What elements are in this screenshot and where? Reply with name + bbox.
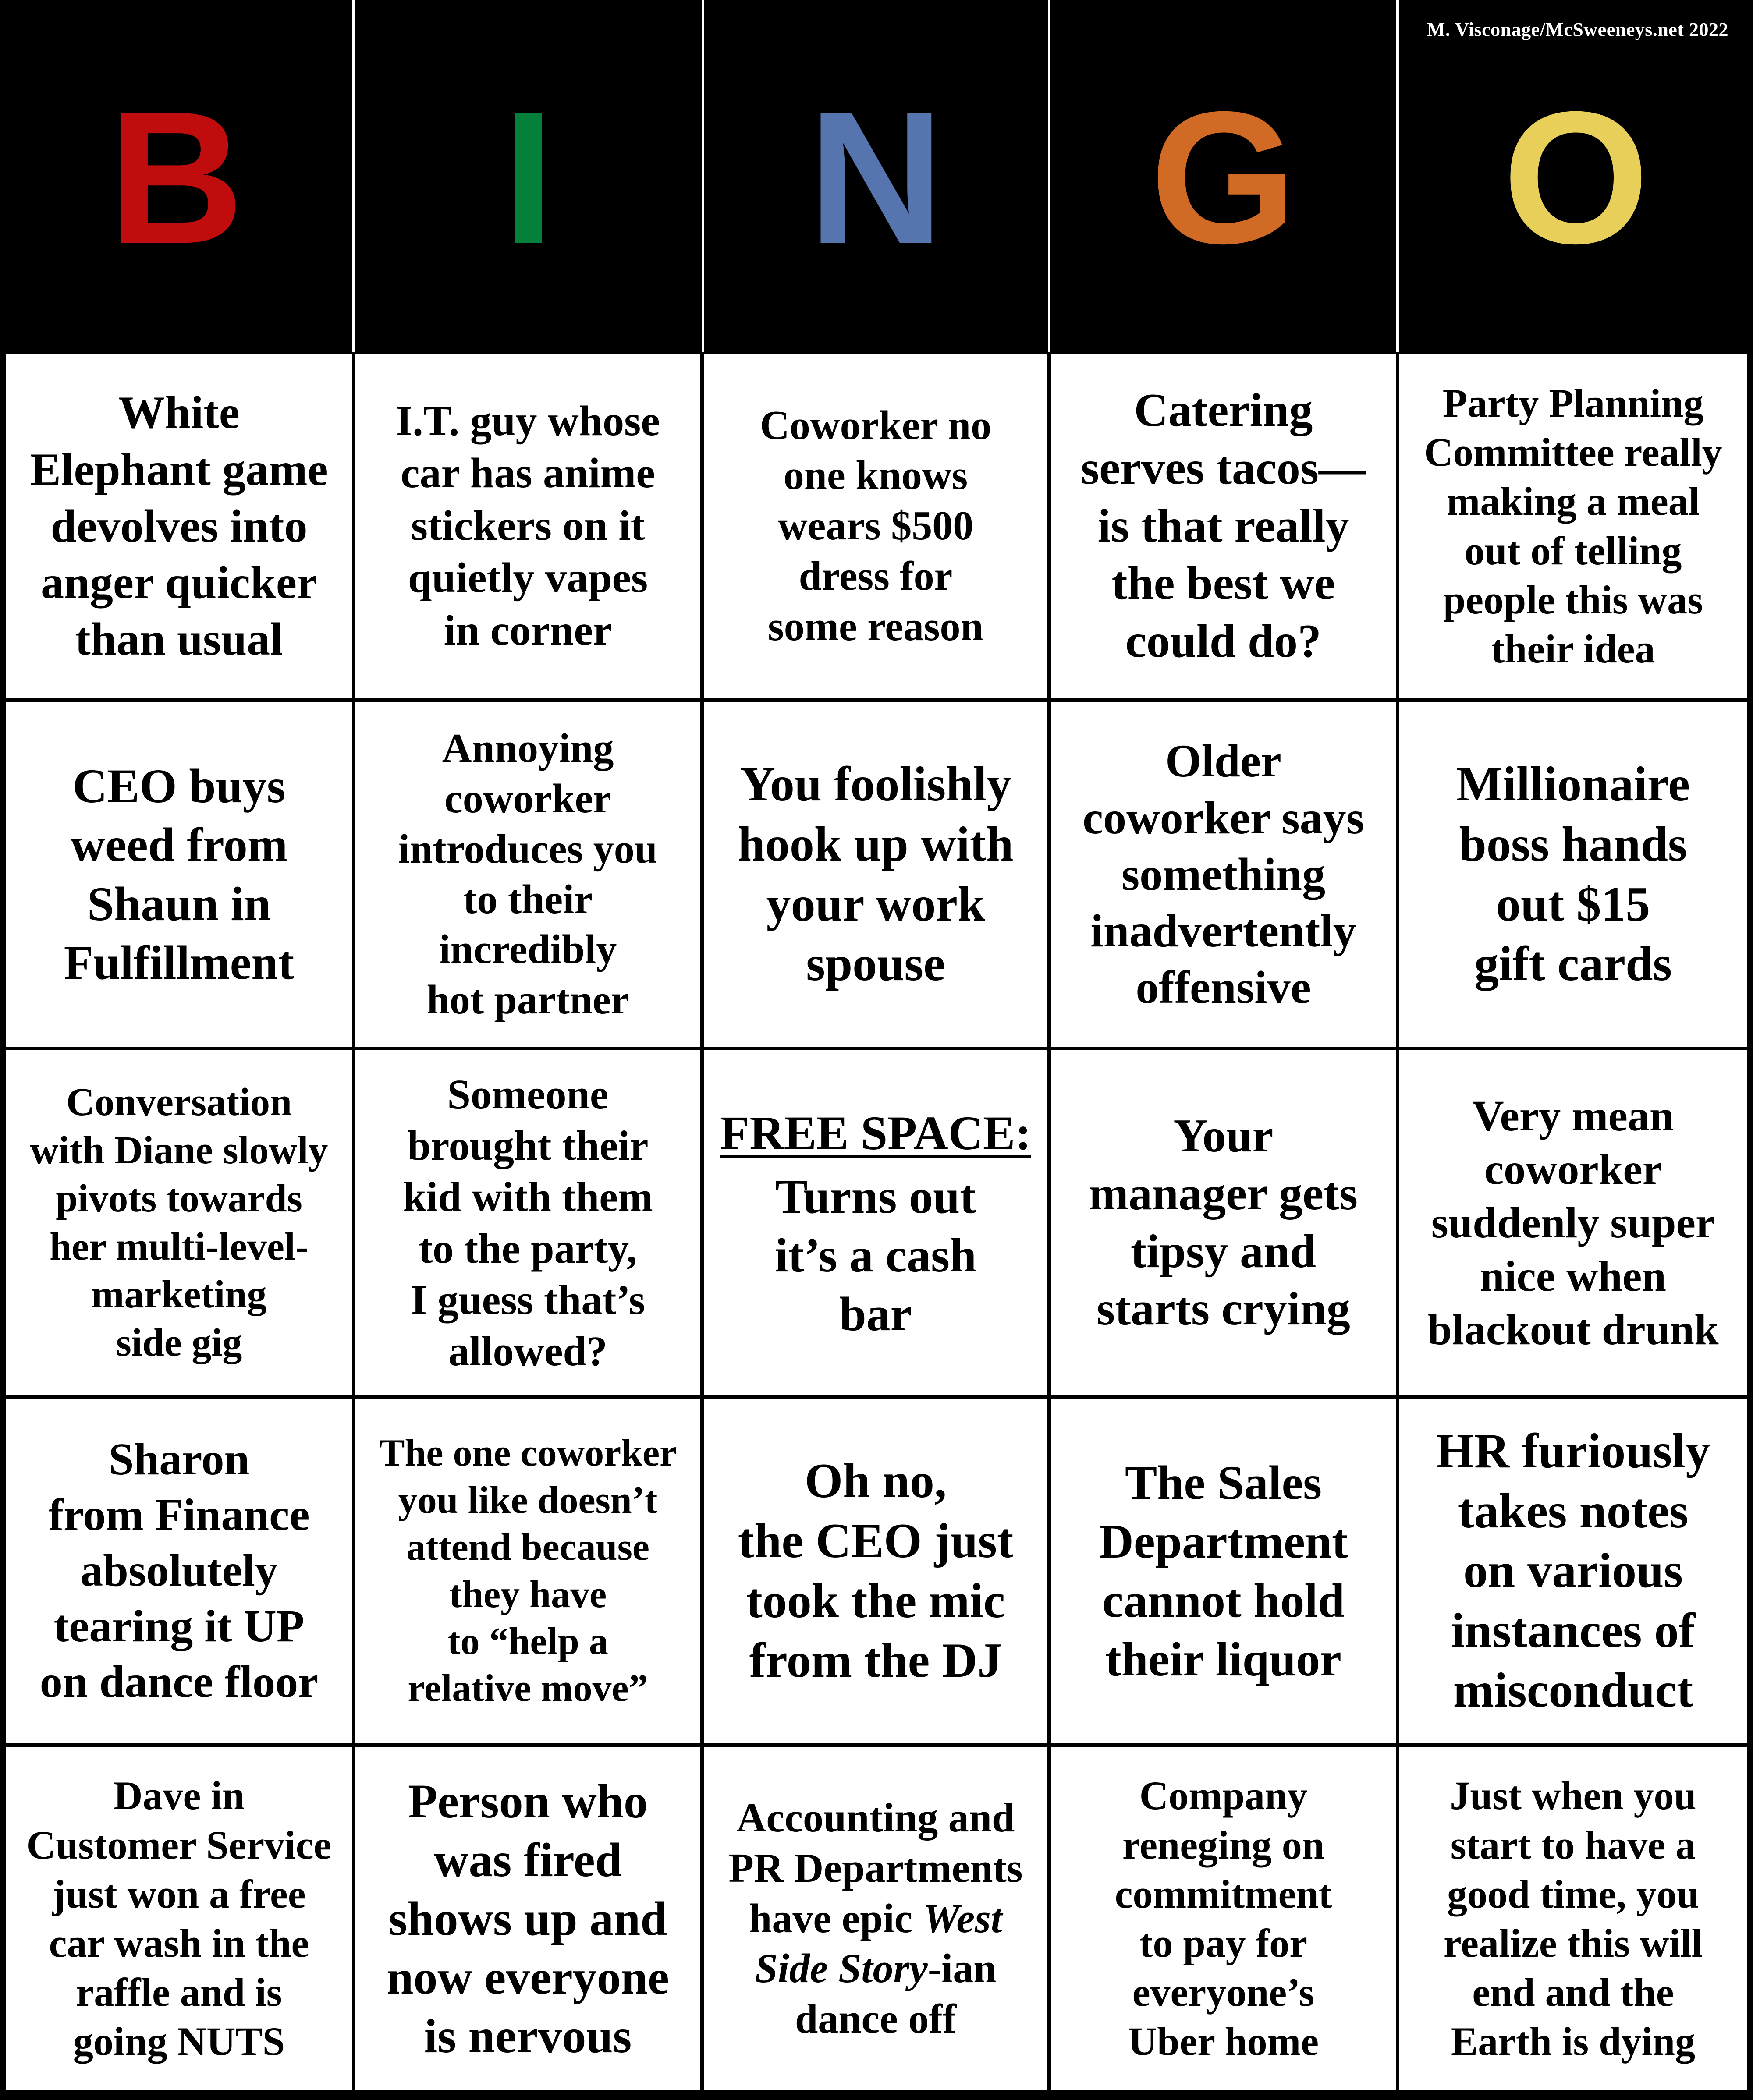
square-text: Very mean coworker suddenly super nice when blackout drunk [1427,1091,1719,1354]
bingo-square[interactable] [4,1048,354,1397]
bingo-square[interactable] [1049,1745,1398,2092]
square-text: CEO buys weed from Shaun in Fulfillment [64,759,295,989]
square-text: I.T. guy whose car has anime stickers on it quietly vapes in corner [396,397,660,654]
header-column-b [0,0,352,352]
header-column-i [352,0,702,352]
square-text: Turns out it’s a cash bar [774,1169,977,1341]
bingo-square[interactable] [702,700,1049,1048]
header-column-n [702,0,1048,352]
square-text: Older coworker says something inadvertently offensive [1082,735,1364,1013]
bingo-square[interactable] [1049,352,1398,700]
square-text-italic: West Side Story [755,1895,1002,1992]
bingo-square[interactable] [1049,1048,1398,1397]
bingo-square[interactable] [702,1745,1049,2092]
bingo-square[interactable] [4,700,354,1048]
free-space-title: FREE SPACE: [720,1106,1031,1160]
bingo-square[interactable] [354,1397,702,1745]
square-text: The one coworker you like doesn’t attend because they have to “help a relative move” [379,1432,677,1710]
square-text: Millionaire boss hands out $15 gift cards [1456,757,1690,992]
letter-b: B [108,72,244,283]
square-text: Catering serves tacos— is that really the best we could do? [1081,384,1366,668]
letter-g: G [1150,72,1297,283]
credit-line: M. Visconage/McSweeneys.net 2022 [1427,19,1728,40]
bingo-square[interactable] [1398,1745,1749,2092]
bingo-square[interactable] [354,1048,702,1397]
square-text: Party Planning Committee really making a meal out of telling people this was their idea [1424,380,1722,671]
square-text: HR furiously takes notes on various instances of misconduct [1436,1424,1710,1718]
bingo-square[interactable] [1049,1397,1398,1745]
square-text: Oh no, the CEO just took the mic from the DJ [738,1454,1014,1688]
letter-n: N [808,72,944,283]
letter-i: I [502,72,554,283]
square-text: Your manager gets tipsy and starts crying [1089,1110,1358,1335]
letter-o: O [1502,72,1650,283]
bingo-square[interactable] [1398,352,1749,700]
square-text: Sharon from Finance absolutely tearing it UP on dance floor [39,1434,319,1707]
bingo-square[interactable] [1049,700,1398,1048]
square-text-before: Accounting and PR Departments have epic [728,1795,1023,1941]
bingo-square[interactable] [354,1745,702,2092]
header-column-o [1396,0,1753,352]
bingo-grid [4,352,1749,2092]
square-text: You foolishly hook up with your work spouse [738,757,1014,992]
square-text [729,1793,1023,2044]
bingo-square[interactable] [702,352,1049,700]
bingo-square[interactable] [702,1397,1049,1745]
bingo-square[interactable] [354,700,702,1048]
square-text: Annoying coworker introduces you to their incredibly hot partner [398,726,658,1023]
bingo-square[interactable] [1398,1397,1749,1745]
square-text-after: -ian dance off [795,1946,997,2042]
square-text: White Elephant game devolves into anger quicker than usual [30,387,328,665]
square-text: Someone brought their kid with them to the party, I guess that’s allowed? [403,1071,653,1374]
bingo-header [0,0,1753,352]
square-text: Dave in Customer Service just won a free car wash in the raffle and is going NUTS [26,1773,332,2064]
bingo-square[interactable] [1398,700,1749,1048]
bingo-square[interactable] [4,1397,354,1745]
header-column-g [1048,0,1396,352]
square-text: Person who was fired shows up and now everyone is nervous [387,1774,669,2063]
bingo-square[interactable] [354,352,702,700]
square-text: Just when you start to have a good time, you realize this will end and the Earth is dying [1443,1773,1703,2064]
square-text: Company reneging on commitment to pay for everyone’s Uber home [1114,1773,1332,2064]
bingo-square[interactable] [4,352,354,700]
bingo-square[interactable] [1398,1048,1749,1397]
square-text: The Sales Department cannot hold their liquor [1099,1456,1348,1686]
square-text: Coworker no one knows wears $500 dress for some reason [759,402,992,649]
free-space-square[interactable] [702,1048,1049,1397]
square-text: Conversation with Diane slowly pivots towards her multi-level- marketing side gig [30,1080,328,1365]
bingo-square[interactable] [4,1745,354,2092]
